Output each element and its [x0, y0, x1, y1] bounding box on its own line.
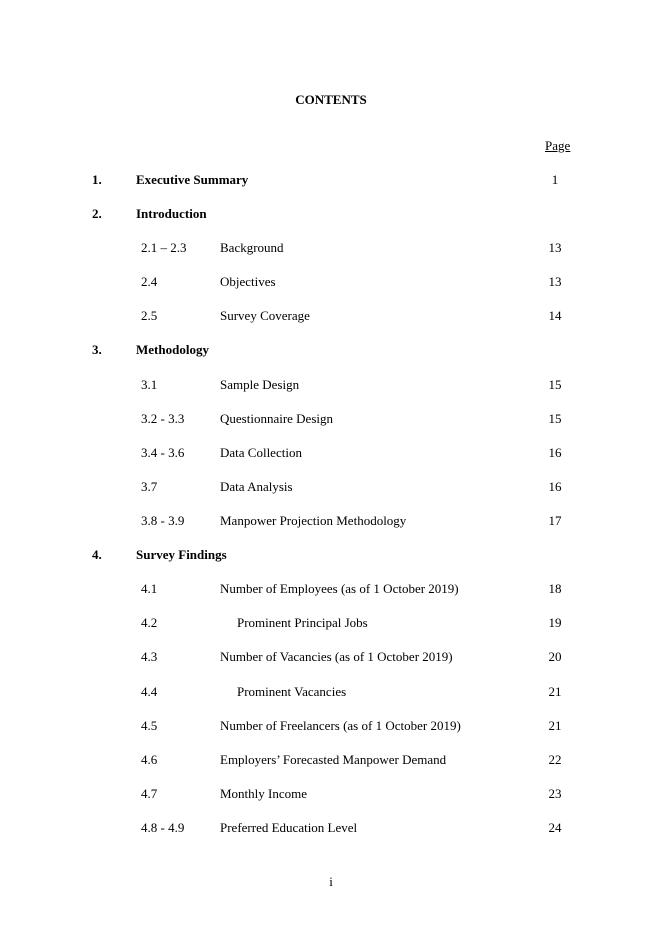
- subsection-number: 3.4 - 3.6: [141, 445, 185, 460]
- toc-page-number: 23: [548, 786, 562, 801]
- section-number: 1.: [92, 172, 102, 187]
- toc-page-number: 24: [548, 820, 562, 835]
- toc-page-number: 21: [548, 718, 562, 733]
- toc-entry-survey-coverage[interactable]: Survey Coverage: [220, 308, 310, 323]
- subsection-number: 3.2 - 3.3: [141, 411, 185, 426]
- subsection-number: 4.5: [141, 718, 158, 733]
- toc-page-number: 17: [548, 513, 562, 528]
- toc-entry-prominent-vacancies[interactable]: Prominent Vacancies: [237, 684, 347, 699]
- toc-page-number: 13: [548, 240, 562, 255]
- subsection-number: 2.5: [141, 308, 158, 323]
- toc-page-number: 15: [548, 411, 562, 426]
- section-number: 4.: [92, 547, 102, 562]
- section-title-executive-summary[interactable]: Executive Summary: [136, 172, 249, 187]
- toc-page-number: 21: [548, 684, 562, 699]
- toc-page-number: 19: [548, 615, 562, 630]
- subsection-number: 4.3: [141, 649, 158, 664]
- subsection-number: 3.8 - 3.9: [141, 513, 185, 528]
- page-column-heading: Page: [545, 138, 571, 153]
- toc-entry-forecasted-manpower-demand[interactable]: Employers’ Forecasted Manpower Demand: [220, 752, 447, 767]
- subsection-number: 4.4: [141, 684, 158, 699]
- toc-entry-data-analysis[interactable]: Data Analysis: [220, 479, 293, 494]
- subsection-number: 2.1 – 2.3: [141, 240, 187, 255]
- subsection-number: 4.6: [141, 752, 158, 767]
- subsection-number: 3.7: [141, 479, 158, 494]
- toc-entry-background[interactable]: Background: [220, 240, 284, 255]
- page-title: CONTENTS: [295, 92, 367, 107]
- subsection-number: 4.2: [141, 615, 158, 630]
- section-title-methodology[interactable]: Methodology: [136, 342, 209, 357]
- toc-page-number: 20: [548, 649, 562, 664]
- toc-page-number: 16: [548, 479, 562, 494]
- toc-entry-manpower-projection-methodology[interactable]: Manpower Projection Methodology: [220, 513, 407, 528]
- toc-entry-number-of-vacancies[interactable]: Number of Vacancies (as of 1 October 2019): [220, 649, 453, 664]
- toc-page-number: 22: [548, 752, 562, 767]
- section-title-survey-findings[interactable]: Survey Findings: [136, 547, 227, 562]
- section-number: 2.: [92, 206, 102, 221]
- toc-entry-objectives[interactable]: Objectives: [220, 274, 276, 289]
- section-title-introduction[interactable]: Introduction: [136, 206, 207, 221]
- section-page-number: 1: [551, 172, 559, 187]
- toc-page-number: 15: [548, 377, 562, 392]
- toc-page-number: 16: [548, 445, 562, 460]
- subsection-number: 2.4: [141, 274, 158, 289]
- toc-page-number: 18: [548, 581, 562, 596]
- toc-page-number: 14: [548, 308, 562, 323]
- toc-entry-number-of-employees[interactable]: Number of Employees (as of 1 October 2019): [220, 581, 459, 596]
- toc-page-number: 13: [548, 274, 562, 289]
- subsection-number: 4.1: [141, 581, 158, 596]
- toc-entry-preferred-education-level[interactable]: Preferred Education Level: [220, 820, 358, 835]
- toc-entry-questionnaire-design[interactable]: Questionnaire Design: [220, 411, 334, 426]
- toc-entry-prominent-principal-jobs[interactable]: Prominent Principal Jobs: [237, 615, 368, 630]
- section-number: 3.: [92, 342, 102, 357]
- subsection-number: 4.8 - 4.9: [141, 820, 185, 835]
- toc-entry-number-of-freelancers[interactable]: Number of Freelancers (as of 1 October 2019): [220, 718, 461, 733]
- toc-entry-data-collection[interactable]: Data Collection: [220, 445, 302, 460]
- toc-entry-sample-design[interactable]: Sample Design: [220, 377, 300, 392]
- subsection-number: 3.1: [141, 377, 158, 392]
- footer-page-number: i: [329, 874, 333, 889]
- toc-entry-monthly-income[interactable]: Monthly Income: [220, 786, 308, 801]
- subsection-number: 4.7: [141, 786, 158, 801]
